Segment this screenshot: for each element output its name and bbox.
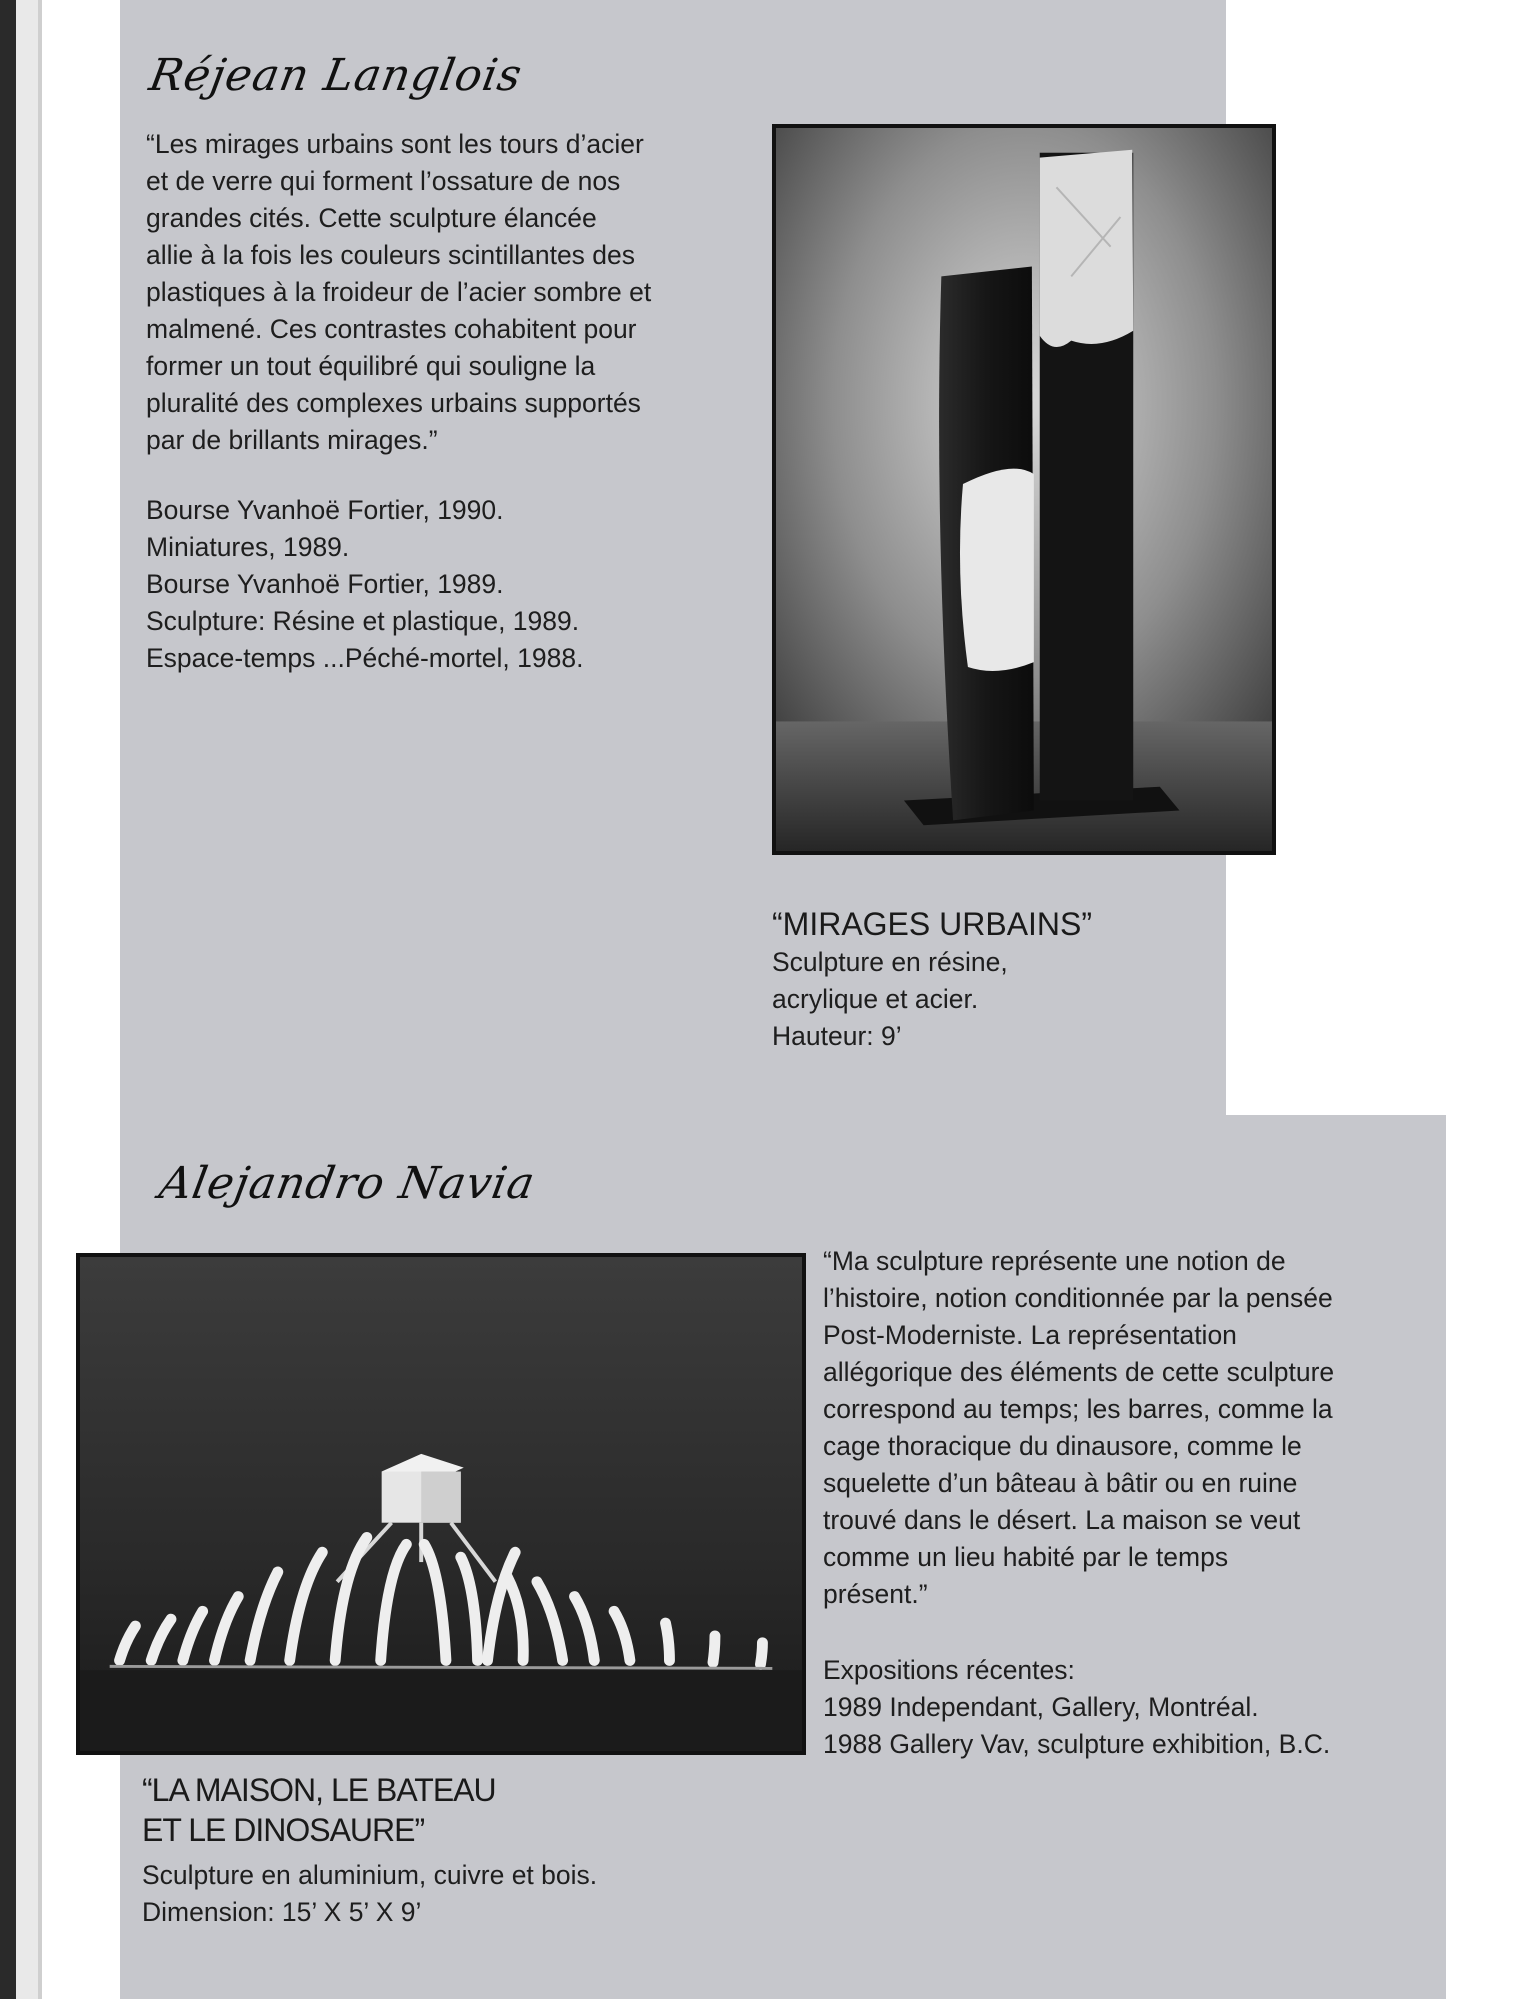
caption-line: Hauteur: 9’: [772, 1021, 902, 1051]
caption-details-mirages-urbains: [772, 944, 1008, 1055]
quote-line: pluralité des complexes urbains supportés: [146, 388, 641, 418]
artist-signature-langlois: Réjean Langlois: [145, 50, 527, 101]
exhibition-line: 1989 Independant, Gallery, Montréal.: [823, 1692, 1259, 1722]
exhibition-line: 1988 Gallery Vav, sculpture exhibition, B.C.: [823, 1729, 1331, 1759]
credits-langlois: [146, 492, 583, 677]
exhibitions-navia: [823, 1652, 1330, 1763]
caption-line: Dimension: 15’ X 5’ X 9’: [142, 1897, 422, 1927]
quote-line: Post-Moderniste. La représentation: [823, 1320, 1237, 1350]
caption-details-la-maison: [142, 1857, 597, 1931]
quote-navia: [823, 1243, 1334, 1613]
binding-edge-light: [16, 0, 38, 1999]
binding-edge-dark: [0, 0, 16, 1999]
quote-line: cage thoracique du dinausore, comme le: [823, 1431, 1302, 1461]
quote-line: malmené. Ces contrastes cohabitent pour: [146, 314, 637, 344]
quote-line: par de brillants mirages.”: [146, 425, 438, 455]
caption-line: Sculpture en résine,: [772, 947, 1008, 977]
caption-line: acrylique et acier.: [772, 984, 979, 1014]
quote-line: “Les mirages urbains sont les tours d’acier: [146, 129, 644, 159]
photo-mirages-urbains: [772, 124, 1276, 855]
quote-line: comme un lieu habité par le temps: [823, 1542, 1229, 1572]
quote-line: allégorique des éléments de cette sculpture: [823, 1357, 1335, 1387]
quote-line: correspond au temps; les barres, comme la: [823, 1394, 1333, 1424]
quote-line: former un tout équilibré qui souligne la: [146, 351, 596, 381]
quote-line: plastiques à la froideur de l’acier sombre et: [146, 277, 652, 307]
quote-line: squelette d’un bâteau à bâtir ou en ruine: [823, 1468, 1298, 1498]
quote-line: et de verre qui forment l’ossature de nos: [146, 166, 621, 196]
quote-line: l’histoire, notion conditionnée par la pensée: [823, 1283, 1333, 1313]
binding-edge-line: [38, 0, 42, 1999]
quote-line: présent.”: [823, 1579, 928, 1609]
caption-line: Sculpture en aluminium, cuivre et bois.: [142, 1860, 598, 1890]
credit-line: Bourse Yvanhoë Fortier, 1989.: [146, 569, 504, 599]
credit-line: Miniatures, 1989.: [146, 532, 350, 562]
credit-line: Sculpture: Résine et plastique, 1989.: [146, 606, 580, 636]
caption-title-mirages-urbains: “MIRAGES URBAINS”: [772, 906, 1093, 942]
quote-line: allie à la fois les couleurs scintillantes des: [146, 240, 636, 270]
artist-signature-navia: Alejandro Navia: [155, 1158, 540, 1209]
quote-line: grandes cités. Cette sculpture élancée: [146, 203, 597, 233]
caption-title-line: “LA MAISON, LE BATEAU: [142, 1772, 496, 1808]
quote-langlois: [146, 126, 651, 459]
caption-title-la-maison: [142, 1770, 496, 1850]
caption-title-line: ET LE DINOSAURE”: [142, 1812, 425, 1848]
credit-line: Espace-temps ...Péché-mortel, 1988.: [146, 643, 584, 673]
photo-la-maison-le-bateau: [76, 1253, 806, 1755]
quote-line: trouvé dans le désert. La maison se veut: [823, 1505, 1301, 1535]
exhibition-line: Expositions récentes:: [823, 1655, 1075, 1685]
quote-line: “Ma sculpture représente une notion de: [823, 1246, 1286, 1276]
credit-line: Bourse Yvanhoë Fortier, 1990.: [146, 495, 504, 525]
